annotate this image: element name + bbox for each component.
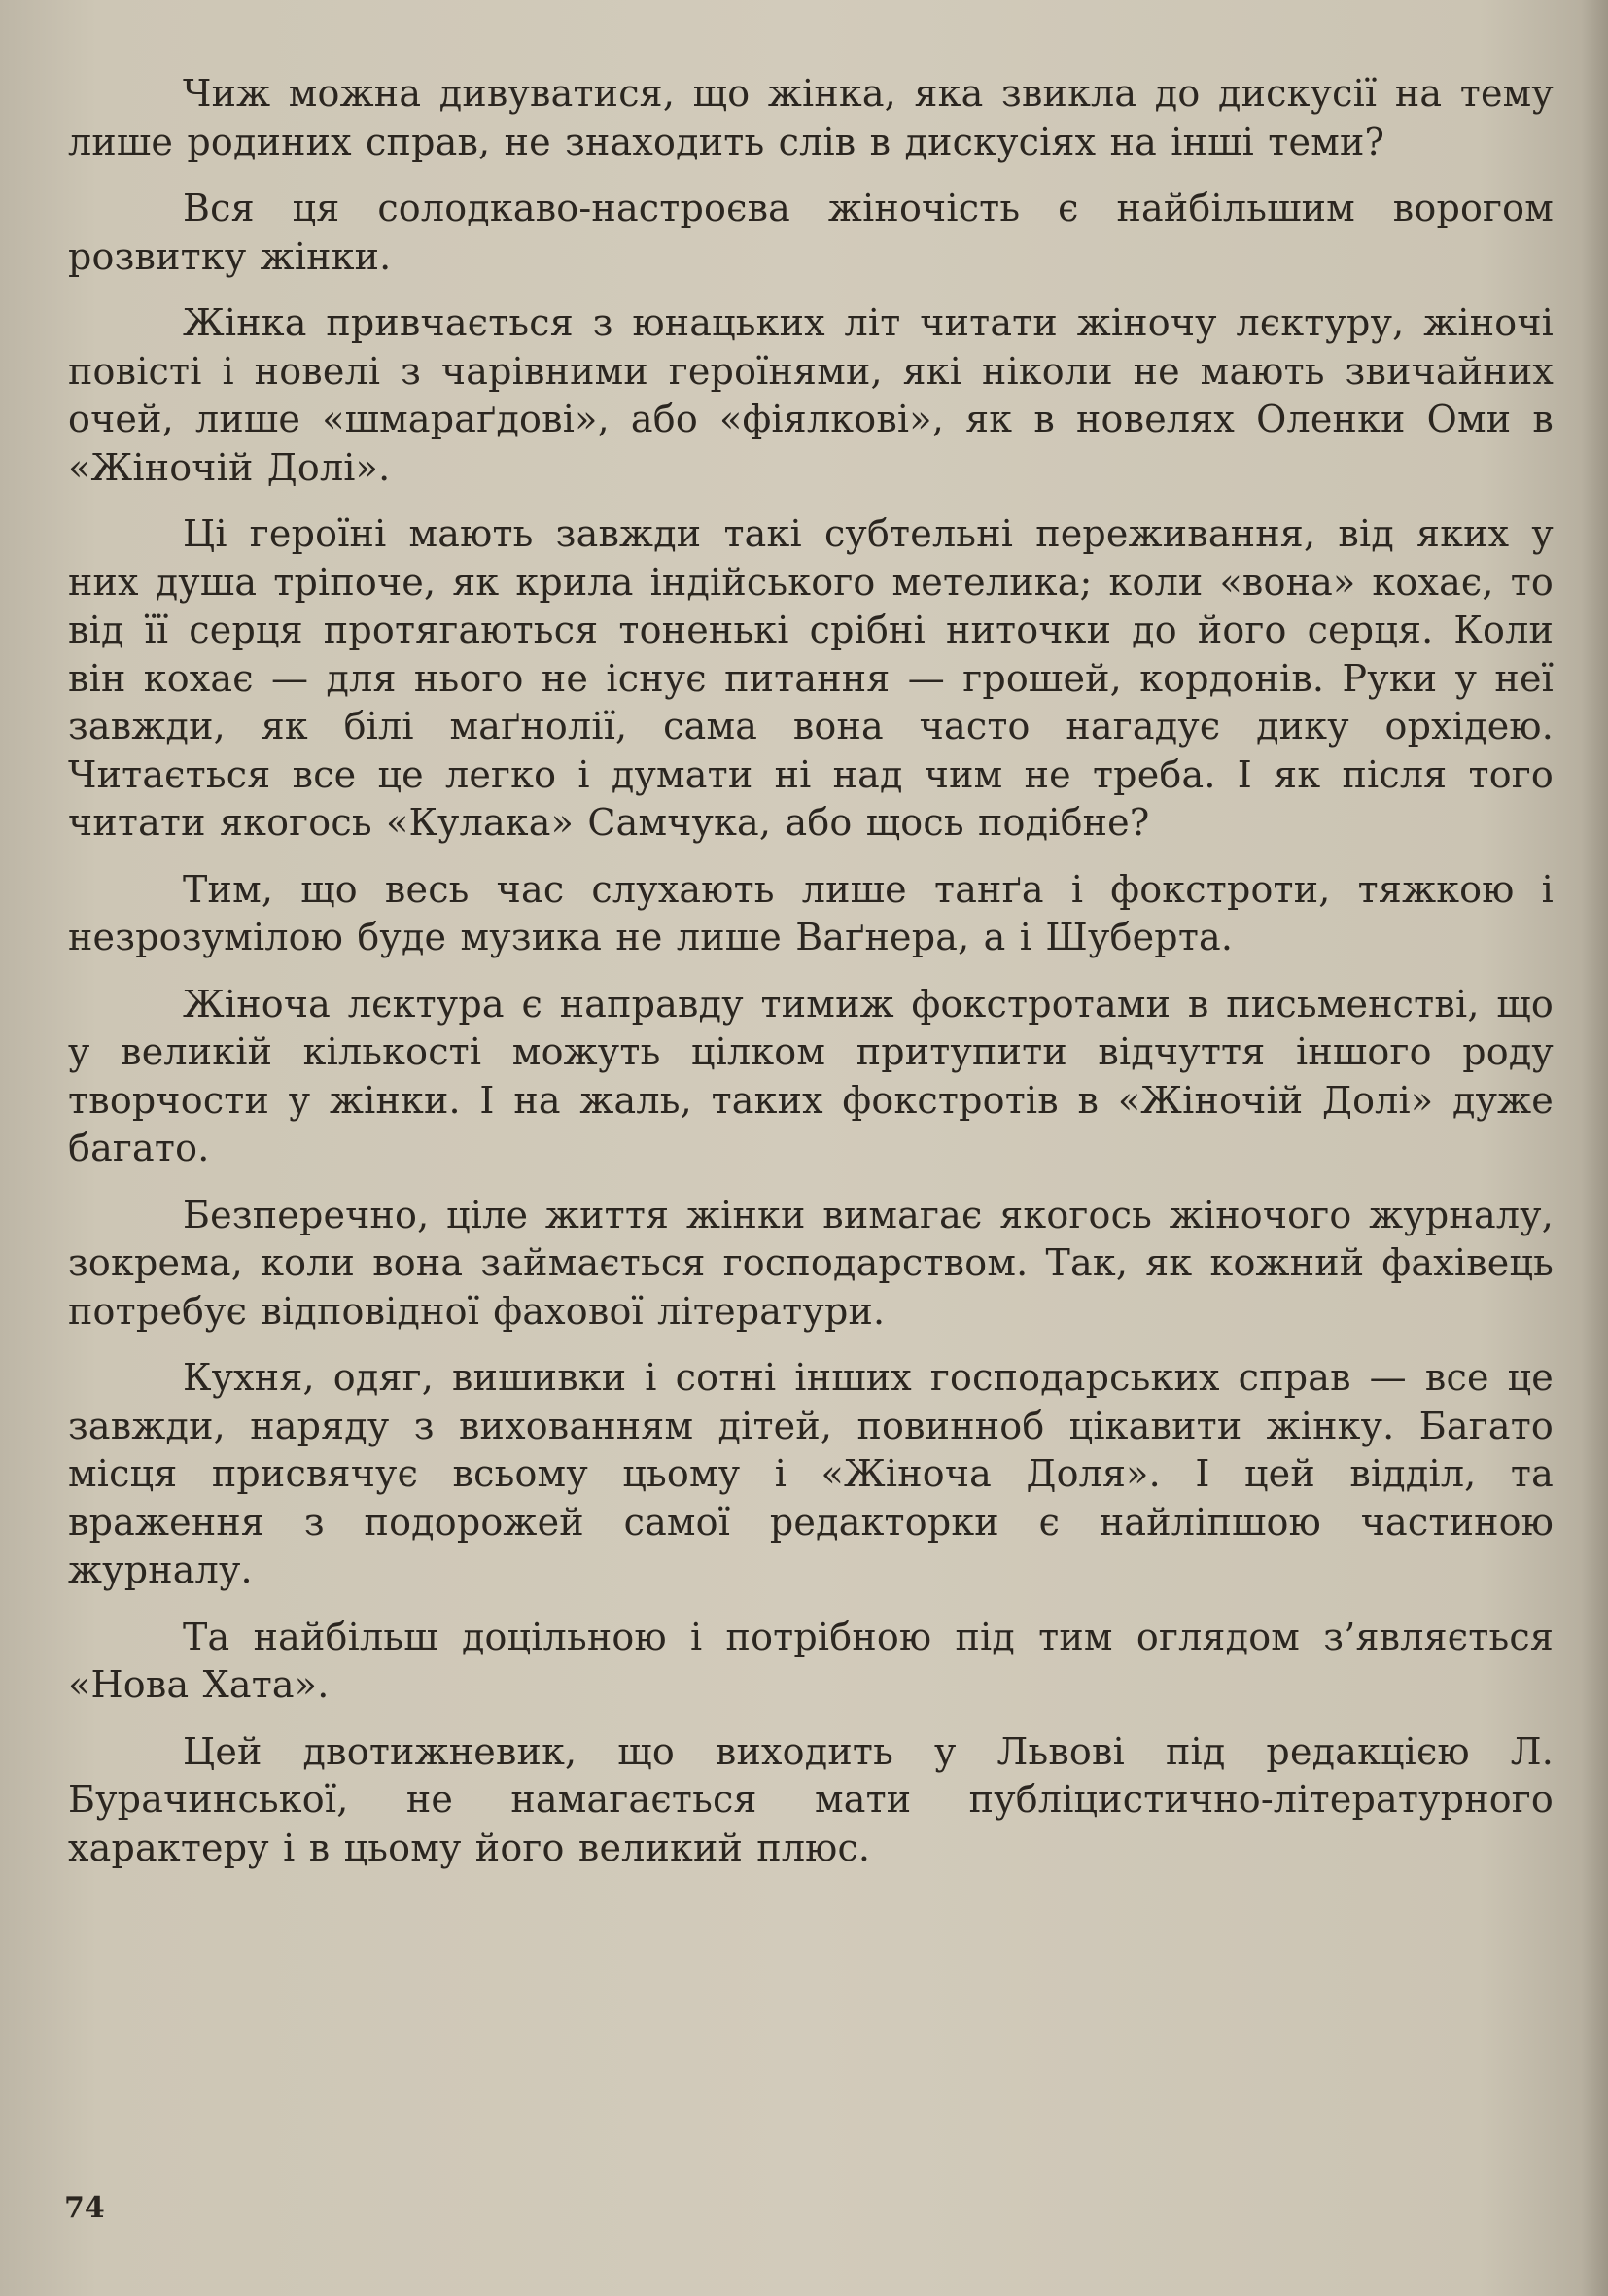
paragraph-8: Кухня, одяг, вишивки і сотні інших господарських справ — все це завжди, наряду з вихованням дітей, повинноб цікавити жінку. Багато місця присвячує всьому цьому і «Жіноча Доля». І цей відділ, та враження з подорожей самої редакторки є найліпшою частиною журналу. xyxy=(68,1356,1554,1591)
paragraph-9: Та найбільш доцільною і потрібною під тим оглядом з’являється «Нова Хата». xyxy=(68,1615,1554,1706)
paragraph-6: Жіноча лєктура є направду тимиж фокстротами в письменстві, що у великій кількості можуть цілком притупити відчуття іншого роду творчости у жінки. І на жаль, таких фокстротів в «Жіночій Долі» дуже багато. xyxy=(68,982,1554,1169)
paragraph-1: Чиж можна дивуватися, що жінка, яка звикла до дискусії на тему лише родиних справ, не знаходить слів в дискусіях на інші теми? xyxy=(68,72,1554,163)
paragraph-4: Ці героїні мають завжди такі субтельні переживання, від яких у них душа тріпоче, як крила індійського метелика; коли «вона» кохає, то від її серця протягаються тоненькі срібні ниточки до його серця. Коли він кохає — для нього не існує питання — грошей, кордонів. Руки у неї завжди, як білі маґнолії, сама вона часто нагадує дику орхідею. Читається все це легко і думати ні над чим не треба. І як після того читати якогось «Кулака» Самчука, або щось подібне? xyxy=(68,512,1554,844)
page-number: 74 xyxy=(64,2191,105,2225)
paragraph-7: Безперечно, ціле життя жінки вимагає якогось жіночого журналу, зокрема, коли вона займається господарством. Так, як кожний фахівець потребує відповідної фахової літератури. xyxy=(68,1193,1554,1333)
paragraph-3: Жінка привчається з юнацьких літ читати жіночу лєктуру, жіночі повісті і новелі з чарівними героїнями, які ніколи не мають звичайних очей, лише «шмараґдові», або «фіялкові», як в новелях Оленки Оми в «Жіночій Долі». xyxy=(68,301,1554,489)
paragraph-2: Вся ця солодкаво-настроєва жіночість є найбільшим ворогом розвитку жінки. xyxy=(68,187,1554,278)
paragraph-5: Тим, що весь час слухають лише танґа і фокстроти, тяжкою і незрозумілою буде музика не лише Ваґнера, а і Шуберта. xyxy=(68,867,1554,958)
paragraph-10: Цей двотижневик, що виходить у Львові під редакцією Л. Бурачинської, не намагається мати публіцистично-літературного характеру і в цьому його великий плюс. xyxy=(68,1729,1554,1869)
body-text xyxy=(68,70,1554,1891)
